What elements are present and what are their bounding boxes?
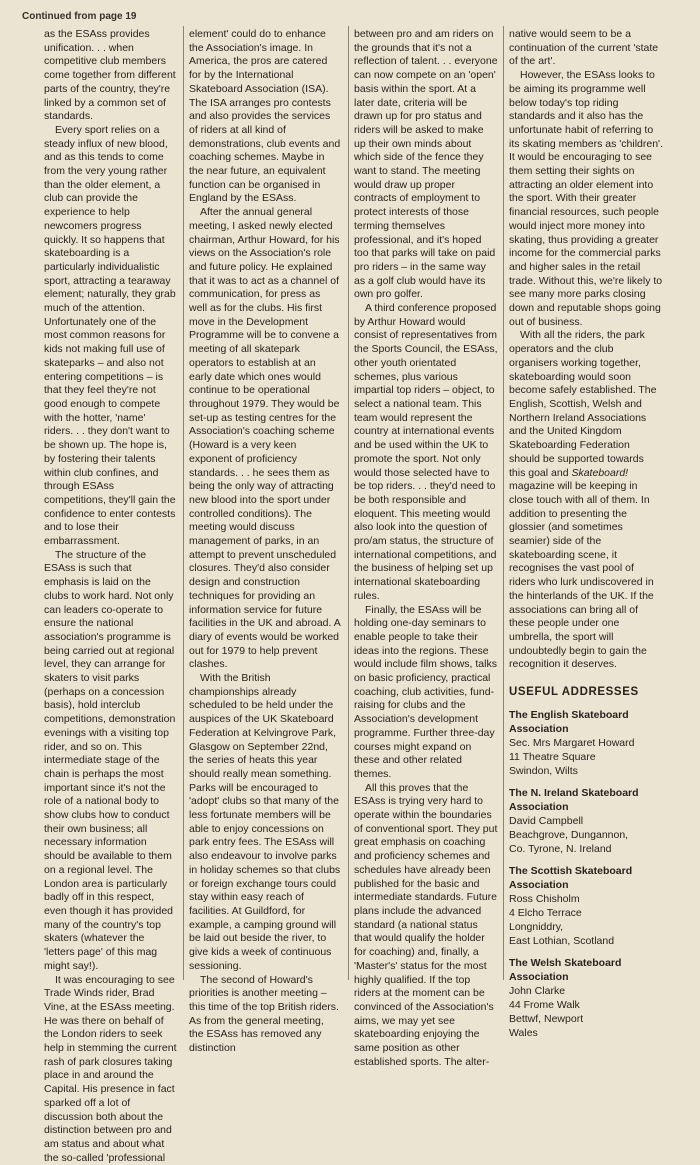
article-column-2	[189, 28, 341, 1055]
paragraph-text: With all the riders, the park operators and the club organisers working together, skateboarding would soon become safely established. The English, Scottish, Welsh and Northern Ireland Associations and the United Kingdom Skateboarding Federation should be supported towards this goal and	[509, 329, 657, 479]
address-line: Co. Tyrone, N. Ireland	[509, 842, 612, 855]
address-line: Wales	[509, 1026, 538, 1039]
paragraph: The second of Howard's priorities is another meeting – this time of the top British riders. As from the general meeting, the ESAss has removed any distinction	[189, 973, 339, 1055]
column-rule	[183, 26, 184, 980]
article-column-1	[44, 28, 177, 1164]
paragraph: Finally, the ESAss will be holding one-day seminars to enable people to take their ideas into the regions. These would include film shows, talks on basic proficiency, practical coaching, club activities, fund-raising for clubs and the Association's development programme. Further three-day courses might expand on these and other related themes.	[354, 603, 497, 780]
address-line: Sec. Mrs Margaret Howard	[509, 736, 635, 749]
paragraph: All this proves that the ESAss is trying very hard to operate within the boundaries of conventional sport. They put great emphasis on coaching and proficiency schemes and schedules have already been published for the basic and intermediate standards. Future plans include the advanced standard (a national status that would qualify the holder for coaching) and, finally, a 'Master's' status for the most highly qualified. If the top riders at the moment can be convinced of the Association's aims, we may yet see skateboarding enjoying the same position as other established sports. The alter-	[354, 781, 498, 1068]
address-line: Swindon, Wilts	[509, 764, 578, 777]
paragraph: element' could do to enhance the Association's image. In America, the pros are catered for by the International Skateboard Association (ISA). The ISA arranges pro contests and also provides the services of riders at all kind of demonstrations, club events and coaching schemes. Maybe in the near future, an equivalent function can be organised in England by the ESAss.	[189, 28, 341, 205]
address-org-name: The Scottish Skateboard Association	[509, 864, 633, 891]
paragraph	[509, 329, 663, 672]
paragraph: With the British championships already scheduled to be held under the auspices of the UK Skateboard Federation at Kelvingrove Park, Glasgow on September 22nd, the series of heats this year should really mean something. Parks will be encouraged to 'adopt' clubs so that many of the less fortunate members will be able to enjoy concessions on park entry fees. The ESAss will also endeavour to involve parks in holiday schemes so that clubs or foreign exchange tours could stay within easy reach of facilities. At Guildford, for example, a camping ground will be laid out beside the river, to give kids a week of continuous sessioning.	[189, 672, 341, 972]
paragraph: Every sport relies on a steady influx of new blood, and as this tends to come from the very young rather than the older element, a club can provide the experience to help newcomers progress quickly. It so happens that skateboarding is a particularly individualistic sport, attracting a tearaway element; naturally, they grab much of the attention. Unfortunately one of the most common reasons for kids not making full use of skateparks – and also not entering competitions – is that they feel they're not good enough to compete with the hotter, 'name' riders. . . they don't want to be shown up. The hope is, by fostering their talents within club confines, and through ESAss competitions, they'll gain the confidence to enter contests and to lose their embarrassment.	[44, 123, 176, 548]
address-block	[509, 956, 663, 1040]
paragraph-text: magazine will be keeping in close touch with all of them. In addition to presenting the glossier (and sometimes seamier) side of the skateboarding scene, it recognises the vast pool of riders who lurk undiscovered in the hinterlands of the UK. If the associations can bring all of these people under one umbrella, the sport will undoubtedly begin to gain the recognition it deserves.	[509, 480, 654, 671]
column-rule	[348, 26, 349, 980]
address-line: Bettwf, Newport	[509, 1012, 584, 1025]
paragraph: A third conference proposed by Arthur Howard would consist of representatives from the Sports Council, the ESAss, other youth orientated schemes, plus various impartial top riders – object, to select a national team. This team would represent the country at international events and be used within the UK to promote the sport. Not only would those selected have to be top riders. . . they'd need to be both responsible and eloquent. This meeting would also look into the question of pro/am status, the structure of international competitions, and the business of helping set up international skateboarding rules.	[354, 302, 498, 602]
column-rule	[503, 26, 504, 980]
address-line: Ross Chisholm	[509, 892, 580, 905]
addresses-heading: USEFUL ADDRESSES	[509, 686, 639, 699]
address-org-name: The English Skateboard Association	[509, 708, 629, 735]
article-column-3	[354, 28, 498, 1068]
address-block	[509, 864, 663, 948]
address-line: 44 Frome Walk	[509, 998, 580, 1011]
paragraph: After the annual general meeting, I asked newly elected chairman, Arthur Howard, for his views on the Association's role and future policy. He explained that it was to act as a channel of communication, for press as well as for the clubs. His first move in the Development Programme will be to convene a meeting of all skatepark operators to establish at an early date which ones would continue to be operational throughout 1979. They would be set-up as testing centres for the Association's coaching scheme (Howard is a very keen exponent of proficiency standards. . . he sees them as being the only way of attracting new blood into the sport under controlled conditions). The meeting would discuss management of parks, in an attempt to prevent unscheduled closures. They'd also consider design and construction techniques for providing an information service for future facilities in the UK and abroad. A diary of events would be worked out for 1979 to help prevent clashes.	[189, 206, 341, 671]
continued-header: Continued from page 19	[22, 11, 137, 22]
paragraph: as the ESAss provides unification. . . when competitive club members come together from different parts of the country, they're linked by a common set of standards.	[44, 28, 176, 123]
address-line: David Campbell	[509, 814, 584, 827]
address-line: 4 Elcho Terrace	[509, 906, 582, 919]
address-block	[509, 708, 663, 778]
address-org-name: The N. Ireland Skateboard Association	[509, 786, 639, 813]
paragraph: between pro and am riders on the grounds that it's not a reflection of talent. . . everyone can now compete on an 'open' basis within the sport. At a later date, criteria will be drawn up for pro status and riders will be asked to make up their own minds about which side of the fence they want to stand. The meeting would draw up proper contracts of employment to protect interests of those terming themselves professional, and it's hoped too that parks will take on paid pro riders – in the same way as a golf club would have its own pro golfer.	[354, 28, 498, 301]
paragraph: However, the ESAss looks to be aiming its programme well below today's top riding standards and it also has the unfortunate habit of referring to its skating members as 'children'. It would be encouraging to see them setting their sights on attracting an older element into the sport. With their greater financial resources, such people would inject more money into skating, thus providing a greater income for the commercial parks and higher sales in the retail trade. Without this, we're likely to see many more parks closing down and reputable shops going out of business.	[509, 69, 663, 328]
paragraph: The structure of the ESAss is such that emphasis is laid on the clubs to work hard. Not only can leaders co-operate to ensure the national association's programme is being carried out at regional level, they can arrange for skaters to visit parks (perhaps on a concession basis), hold interclub competitions, demonstration evenings with a visiting top rider, and so on. This intermediate stage of the chain is perhaps the most important since it's not the role of a national body to show clubs how to conduct their own business; all necessary information should be available to them on a regional level. The London area is particularly badly off in this respect, even though it has provided many of the country's top skaters (whatever the 'letters page' of this mag might say!).	[44, 548, 176, 972]
paragraph: native would seem to be a continuation of the current 'state of the art'.	[509, 28, 659, 68]
article-column-4	[509, 28, 663, 1039]
magazine-title: Skateboard!	[571, 466, 629, 479]
paragraph: It was encouraging to see Trade Winds rider, Brad Vine, at the ESAss meeting. He was there on behalf of the London riders to seek help in stemming the current rash of park closures taking place in and around the Capital. His presence in fact sparked off a lot of discussion both about the distinction between pro and am status and about what the so-called 'professional	[44, 973, 177, 1164]
address-org-name: The Welsh Skateboard Association	[509, 956, 622, 983]
address-block	[509, 786, 663, 856]
address-line: East Lothian, Scotland	[509, 934, 615, 947]
address-line: 11 Theatre Square	[509, 750, 596, 763]
address-line: John Clarke	[509, 984, 566, 997]
address-line: Longniddry,	[509, 920, 564, 933]
address-line: Beachgrove, Dungannon,	[509, 828, 629, 841]
